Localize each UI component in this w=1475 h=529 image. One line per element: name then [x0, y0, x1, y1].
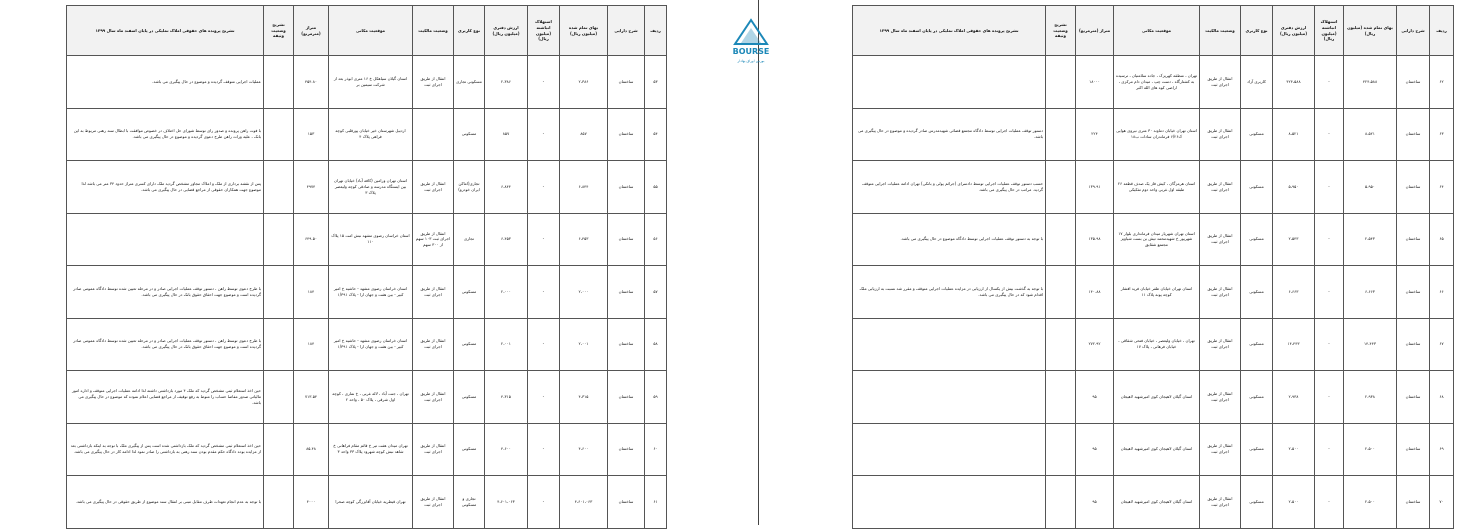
cell-depreciation: -: [1315, 318, 1344, 371]
cell-depreciation: -: [528, 108, 560, 161]
cell-price: ۵،۹۵۰: [1344, 161, 1397, 214]
cell-legal: [853, 476, 1046, 529]
cell-book-value: ۱۴،۴۴۳: [1273, 318, 1315, 371]
cell-ownership: انتقال از طریق اجرای ثبت: [1200, 266, 1241, 319]
cell-location: استان گیلان لاهیجان کوی امیرشهید لاهیجان: [1114, 371, 1200, 424]
cell-ownership: انتقال از طریق اجرای ثبت: [413, 423, 454, 476]
cell-area: ۹۵: [1076, 476, 1114, 529]
cell-collateral: [1046, 318, 1076, 371]
cell-area: ۸۵.۴۸: [294, 423, 329, 476]
cell-location: استان خراسان رضوی مشهد - حاشیه خ امیر کبیر - بین هفت و جهان ارا - پلاک ۱/۳۹۱: [329, 266, 413, 319]
cell-legal: حین اخذ استعلام ثبتی مشخص گردید که ملک ۴ مورد بازداشتی داشته لذا ادامه عملیات اجرایی متوقف و اداره امور مالیاتی صدور مفاصا حساب را منوط به رفع توقیف از مراجع قضایی اعلام نموده که موضوع در حال پیگیری می باشد.: [67, 371, 264, 424]
cell-legal: [853, 318, 1046, 371]
table-row: [67, 423, 667, 476]
cell-row-number: ۵۳: [645, 56, 667, 109]
table-row: [67, 266, 667, 319]
cell-legal: حین اخذ استعلام ثبتی مشخص گردید که ملک بازداشتی شده است پس از پیگیری ملک با توجه به اینکه بازداشتی بعد از مزایده بوده دادگاه حکم مقدم بودن سند رهنی به بازداشتی را صادر نمود لذا ادامه کار در حال پیگیری می باشد.: [67, 423, 264, 476]
cell-legal: با توجه به گذشت بیش از یکسال از ارزیابی در مزایده عملیات اجرایی متوقف و مقرر شد نسبت به ارزیابی ملک اقدام شود که در حال پیگیری می باشد.: [853, 266, 1046, 319]
cell-usage: مسکونی: [1241, 371, 1273, 424]
table-row: [853, 213, 1454, 266]
header-depreciation: استهلاک انباشته (میلیون ریال): [1315, 6, 1344, 56]
cell-depreciation: -: [528, 318, 560, 371]
cell-row-number: ۷۰: [1430, 476, 1454, 529]
assets-table-left: [66, 5, 667, 529]
cell-book-value: ۴،۳۱۵: [485, 371, 528, 424]
cell-legal: [67, 213, 264, 266]
header-book-value: ارزش دفتری (میلیون ریال): [485, 6, 528, 56]
header-price: بهای تمام شده (میلیون ریال): [1344, 6, 1397, 56]
cell-location: اردبیل شهرستان خیر خیابان پورقلبی کوچه فراهی پلاک ۴: [329, 108, 413, 161]
cell-asset: ساختمان: [1397, 56, 1430, 109]
cell-depreciation: -: [1315, 266, 1344, 319]
cell-area: ۱۸۴: [294, 318, 329, 371]
cell-row-number: ۶۸: [1430, 371, 1454, 424]
cell-book-value: ۲،۰۰۱: [485, 318, 528, 371]
bourse-logo-icon: [729, 18, 773, 68]
cell-ownership: انتقال از طریق اجرای ثبت: [413, 266, 454, 319]
cell-asset: ساختمان: [1397, 213, 1430, 266]
cell-asset: ساختمان: [1397, 108, 1430, 161]
cell-asset: ساختمان: [608, 108, 645, 161]
table-row: [853, 161, 1454, 214]
cell-depreciation: -: [1315, 476, 1344, 529]
left-page: [66, 5, 666, 529]
header-legal: تشریح پرونده های حقوقی املاک تملیکی در پایان اسفند ماه سال ۱۳۹۹: [853, 6, 1046, 56]
cell-usage: کاربری آزاد: [1241, 56, 1273, 109]
cell-price: ۸۵۷: [560, 108, 608, 161]
cell-price: ۴،۶۰۱،۰۶۳: [560, 476, 608, 529]
table-row: [67, 371, 667, 424]
cell-collateral: [1046, 213, 1076, 266]
cell-row-number: ۶۳: [1430, 108, 1454, 161]
cell-book-value: ۲،۵۴۳: [1273, 213, 1315, 266]
logo-subtext: بورس اوراق بهادار: [737, 59, 765, 63]
cell-area: ۲۲۴: [1076, 108, 1114, 161]
cell-location: تهران قیطریه خیابان آقابزرگی کوچه صحرا: [329, 476, 413, 529]
cell-area: ۱۴۰.۸۸: [1076, 266, 1114, 319]
cell-location: استان تهران شهریار میدان فرمانداری بلوار ۱۷ شهریور خ شهیدمحمد تیش بن بست شیاویز مجتمع شقایق: [1114, 213, 1200, 266]
cell-location: تهران ، منطقه کهریزک ، جاده سلامتیان ، ترسیده به کشتارگاه ، دست چپ ، میدان دام مرکزی ، اراضی کوه های الله اکبر: [1114, 56, 1200, 109]
cell-area: ۹۵: [1076, 371, 1114, 424]
cell-usage: مسکونی تجاری: [454, 56, 485, 109]
header-area: متراژ (مترمربع): [1076, 6, 1114, 56]
cell-asset: ساختمان: [608, 423, 645, 476]
table-row: [853, 318, 1454, 371]
cell-depreciation: -: [1315, 56, 1344, 109]
cell-depreciation: -: [528, 161, 560, 214]
cell-book-value: ۶،۴۵۳: [485, 213, 528, 266]
cell-usage: مسکونی: [454, 371, 485, 424]
cell-row-number: ۶۵: [1430, 213, 1454, 266]
header-legal: تشریح پرونده های حقوقی املاک تملیکی در پایان اسفند ماه سال ۱۳۹۹: [67, 6, 264, 56]
table-row: [67, 476, 667, 529]
cell-book-value: ۴۲۴،۵۸۸: [1273, 56, 1315, 109]
cell-ownership: انتقال از طریق اجرای ثبت: [413, 318, 454, 371]
cell-ownership: انتقال از طریق اجرای ثبت: [1200, 56, 1241, 109]
header-book-value: ارزش دفتری (میلیون ریال): [1273, 6, 1315, 56]
table-row: [853, 108, 1454, 161]
table-row: [853, 423, 1454, 476]
cell-row-number: ۵۸: [645, 318, 667, 371]
cell-legal: [853, 423, 1046, 476]
cell-price: ۱۴،۴۴۳: [1344, 318, 1397, 371]
cell-book-value: ۸،۵۲۱: [1273, 108, 1315, 161]
table-row: [853, 476, 1454, 529]
cell-row-number: ۶۱: [645, 476, 667, 529]
cell-location: استان گیلان سیاهکل خ ۱۶ متری ابوذر بعد از شرکت سیمین بر: [329, 56, 413, 109]
cell-location: تهران ، خیابان ولیعصر ، خیابان فتحی شقاقی ، خیابان فرهانی ، پلاک ۱۷: [1114, 318, 1200, 371]
cell-legal: عملیات اجرایی متوقف گردیده و موضوع در حال پیگیری می باشد.: [67, 56, 264, 109]
header-ownership: وضعیت مالکیت: [1200, 6, 1241, 56]
header-collateral: تشریح وضعیت وثیقه: [1046, 6, 1076, 56]
cell-price: ۶،۸۴۴: [560, 161, 608, 214]
cell-depreciation: -: [1315, 161, 1344, 214]
cell-row-number: ۶۲: [1430, 56, 1454, 109]
cell-area: ۱۸۰۰۰: [1076, 56, 1114, 109]
cell-location: استان تهران خیابان دماوند ۳۰ متری نیروی هوایی ک۶/۲۶ فرماندران سادات ب۱۸: [1114, 108, 1200, 161]
header-row-number: ردیف: [645, 6, 667, 56]
header-asset: شرح دارایی: [608, 6, 645, 56]
cell-book-value: ۶،۸۴۴: [485, 161, 528, 214]
cell-book-value: ۴،۶۰۰: [485, 423, 528, 476]
cell-collateral: [1046, 371, 1076, 424]
table-header-row: [67, 6, 667, 56]
header-area: متراژ (مترمربع): [294, 6, 329, 56]
cell-book-value: ۸۵۷: [485, 108, 528, 161]
cell-row-number: ۶۴: [1430, 161, 1454, 214]
cell-location: استان تهران خیابان ظفر خیابان فرید افشار کوچه پونه پلاک ۱۱: [1114, 266, 1200, 319]
cell-asset: ساختمان: [608, 266, 645, 319]
header-location: موقعیت مکانی: [1114, 6, 1200, 56]
cell-depreciation: -: [1315, 213, 1344, 266]
cell-asset: ساختمان: [608, 56, 645, 109]
cell-legal: دستور توقف عملیات اجرایی توسط دادگاه مجتمع قضائی شهیدمدرس صادر گردیده و موضوع در حال پیگیری می باشد.: [853, 108, 1046, 161]
cell-usage: تجاری و مسکونی: [454, 476, 485, 529]
cell-collateral: [1046, 423, 1076, 476]
cell-area: ۴۵۴.۸۰: [294, 56, 329, 109]
cell-price: ۴۲۴،۵۸۸: [1344, 56, 1397, 109]
header-ownership: وضعیت مالکیت: [413, 6, 454, 56]
cell-collateral: [1046, 266, 1076, 319]
cell-ownership: انتقال از طریق اجرای ثبت ۱۰۳ سهم از ۳۰۰ سهم: [413, 213, 454, 266]
cell-depreciation: -: [1315, 371, 1344, 424]
cell-usage: مسکونی: [454, 318, 485, 371]
cell-collateral: [1046, 161, 1076, 214]
cell-ownership: انتقال از طریق اجرای ثبت: [413, 476, 454, 529]
cell-row-number: ۶۹: [1430, 423, 1454, 476]
cell-ownership: انتقال از طریق اجرای ثبت: [1200, 371, 1241, 424]
cell-location: استان هرمزگان ، کیش فاز یک صدف قطعه ۲۶ طبقه اول غربی واحد دوم تفکیکی: [1114, 161, 1200, 214]
cell-collateral: [264, 266, 294, 319]
cell-ownership: [413, 108, 454, 161]
cell-book-value: ۶،۶۶۳: [1273, 266, 1315, 319]
cell-ownership: انتقال از طریق اجرای ثبت: [413, 371, 454, 424]
cell-ownership: انتقال از طریق اجرای ثبت: [1200, 213, 1241, 266]
cell-legal: با فوت راهن پرونده و صدور رای توسط شورای حل اختلاف در خصوص موافقت با ابطال سند رهنی مربوط به این بانک ، علیه وراث راهن طرح دعوی گردیده و موضوع در حال پیگیری می باشد.: [67, 108, 264, 161]
table-row: [853, 266, 1454, 319]
cell-ownership: انتقال از طریق اجرای ثبت: [1200, 318, 1241, 371]
cell-price: ۲،۵۰۰: [1344, 476, 1397, 529]
header-asset: شرح دارایی: [1397, 6, 1430, 56]
cell-collateral: [264, 476, 294, 529]
cell-collateral: [264, 423, 294, 476]
cell-area: ۲۷۲.۹۲: [1076, 318, 1114, 371]
cell-price: ۶،۴۵۳: [560, 213, 608, 266]
cell-collateral: [264, 108, 294, 161]
cell-row-number: ۶۷: [1430, 318, 1454, 371]
bourse-logo: [729, 18, 773, 68]
cell-area: ۶۴۹.۵۰: [294, 213, 329, 266]
cell-legal: [853, 56, 1046, 109]
cell-collateral: [264, 56, 294, 109]
logo-text: BOURSE: [732, 47, 770, 56]
cell-usage: تجاری(اماکن ایران خودرو): [454, 161, 485, 214]
cell-location: استان تهران ورامین (کافه آباد) خیابان تهران بین ایستگاه مدرسه و صادقی کوچه ولیعصر پلاک ۳: [329, 161, 413, 214]
cell-legal: با توجه به عدم انجام تعهدات طرف مقابل مبنی بر انتقال سند موضوع از طریق حقوقی در حال پیگیری می باشد.: [67, 476, 264, 529]
cell-asset: ساختمان: [1397, 423, 1430, 476]
cell-usage: مسکونی: [1241, 108, 1273, 161]
cell-usage: مسکونی: [1241, 423, 1273, 476]
cell-ownership: انتقال از طریق اجرای ثبت: [413, 56, 454, 109]
cell-row-number: ۵۵: [645, 161, 667, 214]
cell-legal: حسب دستور توقف عملیات اجرایی توسط دادسرای (جرائم پولی و بانکی) تهران ادامه عملیات اجرایی متوقف گردید. مراتب در حال پیگیری می باشد.: [853, 161, 1046, 214]
cell-book-value: ۴،۶۰۱،۰۶۳: [485, 476, 528, 529]
cell-usage: مسکونی: [1241, 266, 1273, 319]
cell-legal: [853, 371, 1046, 424]
cell-location: تهران میدان هفت تیر خ قائم مقام فراهانی خ شاهد نبش کوچه شهرود پلاک ۳۳ واحد ۳: [329, 423, 413, 476]
cell-usage: مسکونی: [454, 423, 485, 476]
cell-price: ۴،۳۱۵: [560, 371, 608, 424]
header-collateral: تشریح وضعیت وثیقه: [264, 6, 294, 56]
header-row-number: ردیف: [1430, 6, 1454, 56]
cell-collateral: [1046, 56, 1076, 109]
header-usage: نوع کاربری: [454, 6, 485, 56]
cell-usage: مسکونی: [1241, 476, 1273, 529]
cell-price: ۸،۵۲۱: [1344, 108, 1397, 161]
cell-collateral: [264, 371, 294, 424]
table-header-row: [853, 6, 1454, 56]
cell-depreciation: -: [528, 56, 560, 109]
cell-row-number: ۵۴: [645, 108, 667, 161]
cell-price: ۲،۵۰۰: [1344, 423, 1397, 476]
cell-book-value: ۲،۵۰۰: [1273, 423, 1315, 476]
cell-ownership: انتقال از طریق اجرای ثبت: [413, 161, 454, 214]
cell-legal: با توجه به دستور توقف عملیات اجرایی توسط دادگاه موضوع در حال پیگیری می باشد.: [853, 213, 1046, 266]
table-body-right: [853, 56, 1454, 529]
table-body-left: [67, 56, 667, 529]
cell-price: ۲،۵۴۳: [1344, 213, 1397, 266]
cell-book-value: ۲،۳۸۶: [485, 56, 528, 109]
cell-ownership: انتقال از طریق اجرای ثبت: [1200, 476, 1241, 529]
table-row: [853, 371, 1454, 424]
cell-row-number: ۵۶: [645, 213, 667, 266]
header-usage: نوع کاربری: [1241, 6, 1273, 56]
cell-asset: ساختمان: [608, 161, 645, 214]
header-location: موقعیت مکانی: [329, 6, 413, 56]
table-row: [67, 318, 667, 371]
cell-legal: پس از نقشه برداری از ملک و املاک مجاور مشخص گردید ملک دارای کسری متراژ حدود ۳۴ متر می باشد لذا موضوع جهت همکاران حقوقی از مراجع قضایی در حال پیگیری می باشد.: [67, 161, 264, 214]
right-page: [852, 5, 1453, 529]
page-divider: [758, 0, 759, 525]
cell-depreciation: -: [1315, 108, 1344, 161]
cell-book-value: ۲،۹۳۸: [1273, 371, 1315, 424]
cell-price: ۶،۶۶۳: [1344, 266, 1397, 319]
cell-area: ۴۰۰۰: [294, 476, 329, 529]
cell-depreciation: -: [528, 266, 560, 319]
cell-asset: ساختمان: [1397, 161, 1430, 214]
table-row: [67, 161, 667, 214]
cell-book-value: ۵،۹۵۰: [1273, 161, 1315, 214]
cell-asset: ساختمان: [1397, 266, 1430, 319]
cell-area: ۱۳۵.۹۸: [1076, 213, 1114, 266]
cell-collateral: [1046, 476, 1076, 529]
cell-location: استان خراسان رضوی مشهد نبش امت ۱۵ پلاک ۱۱۰: [329, 213, 413, 266]
cell-usage: مسکونی: [454, 108, 485, 161]
cell-asset: ساختمان: [608, 213, 645, 266]
cell-legal: با طرح دعوی توسط راهن ، دستور توقف عملیات اجرایی صادر و در مرحله تعیین شده توسط دادگاه عمومی صادر گردیده است و موضوع جهت احقاق حقوق بانک در حال پیگیری می باشد.: [67, 266, 264, 319]
cell-usage: مسکونی: [454, 266, 485, 319]
cell-depreciation: -: [528, 213, 560, 266]
table-row: [67, 56, 667, 109]
cell-price: ۲،۰۰۰: [560, 266, 608, 319]
cell-usage: تجاری: [454, 213, 485, 266]
cell-collateral: [264, 161, 294, 214]
cell-location: استان گیلان لاهیجان کوی امیرشهید لاهیجان: [1114, 423, 1200, 476]
table-row: [67, 213, 667, 266]
cell-price: ۴،۶۰۰: [560, 423, 608, 476]
table-row: [853, 56, 1454, 109]
cell-area: ۴۹۷۴: [294, 161, 329, 214]
cell-location: تهران ، جنت آباد ، لاله غربی ، خ نماری ، کوچه اول شرقی ، پلاک ۵۰ ، واحد ۲: [329, 371, 413, 424]
cell-area: ۱۸۴: [294, 266, 329, 319]
cell-location: استان گیلان لاهیجان کوی امیرشهید لاهیجان: [1114, 476, 1200, 529]
cell-area: ۱۵۳: [294, 108, 329, 161]
assets-table-right: [852, 5, 1454, 529]
cell-ownership: انتقال از طریق اجرای ثبت: [1200, 108, 1241, 161]
cell-asset: ساختمان: [608, 318, 645, 371]
cell-row-number: ۵۷: [645, 266, 667, 319]
cell-row-number: ۶۰: [645, 423, 667, 476]
cell-collateral: [264, 213, 294, 266]
cell-row-number: ۵۹: [645, 371, 667, 424]
header-depreciation: استهلاک انباشته (میلیون ریال): [528, 6, 560, 56]
cell-collateral: [264, 318, 294, 371]
cell-usage: مسکونی: [1241, 213, 1273, 266]
cell-depreciation: -: [528, 476, 560, 529]
cell-depreciation: -: [528, 423, 560, 476]
header-price: بهای تمام شده (میلیون ریال): [560, 6, 608, 56]
cell-legal: با طرح دعوی توسط راهن ، دستور توقف عملیات اجرایی صادر و در مرحله تعیین شده توسط دادگاه عمومی صادر گردیده است و موضوع جهت احقاق حقوق بانک در حال پیگیری می باشد.: [67, 318, 264, 371]
cell-price: ۲،۳۸۶: [560, 56, 608, 109]
cell-book-value: ۲،۰۰۰: [485, 266, 528, 319]
cell-book-value: ۲،۵۰۰: [1273, 476, 1315, 529]
cell-usage: مسکونی: [1241, 318, 1273, 371]
cell-asset: ساختمان: [1397, 318, 1430, 371]
cell-price: ۲،۹۳۸: [1344, 371, 1397, 424]
cell-asset: ساختمان: [608, 371, 645, 424]
cell-collateral: [1046, 108, 1076, 161]
table-row: [67, 108, 667, 161]
cell-asset: ساختمان: [1397, 476, 1430, 529]
cell-depreciation: -: [1315, 423, 1344, 476]
cell-location: استان خراسان رضوی مشهد - حاشیه خ امیر کبیر - بین هفت و جهان ارا - پلاک ۱/۳۹۱: [329, 318, 413, 371]
cell-area: ۹۵: [1076, 423, 1114, 476]
cell-area: ۷۱۳.۵۴: [294, 371, 329, 424]
cell-asset: ساختمان: [608, 476, 645, 529]
cell-depreciation: -: [528, 371, 560, 424]
cell-ownership: انتقال از طریق اجرای ثبت: [1200, 423, 1241, 476]
cell-area: ۱۳۹.۹۱: [1076, 161, 1114, 214]
cell-row-number: ۶۶: [1430, 266, 1454, 319]
cell-ownership: انتقال از طریق اجرای ثبت: [1200, 161, 1241, 214]
cell-price: ۲،۰۰۱: [560, 318, 608, 371]
cell-asset: ساختمان: [1397, 371, 1430, 424]
cell-usage: مسکونی: [1241, 161, 1273, 214]
